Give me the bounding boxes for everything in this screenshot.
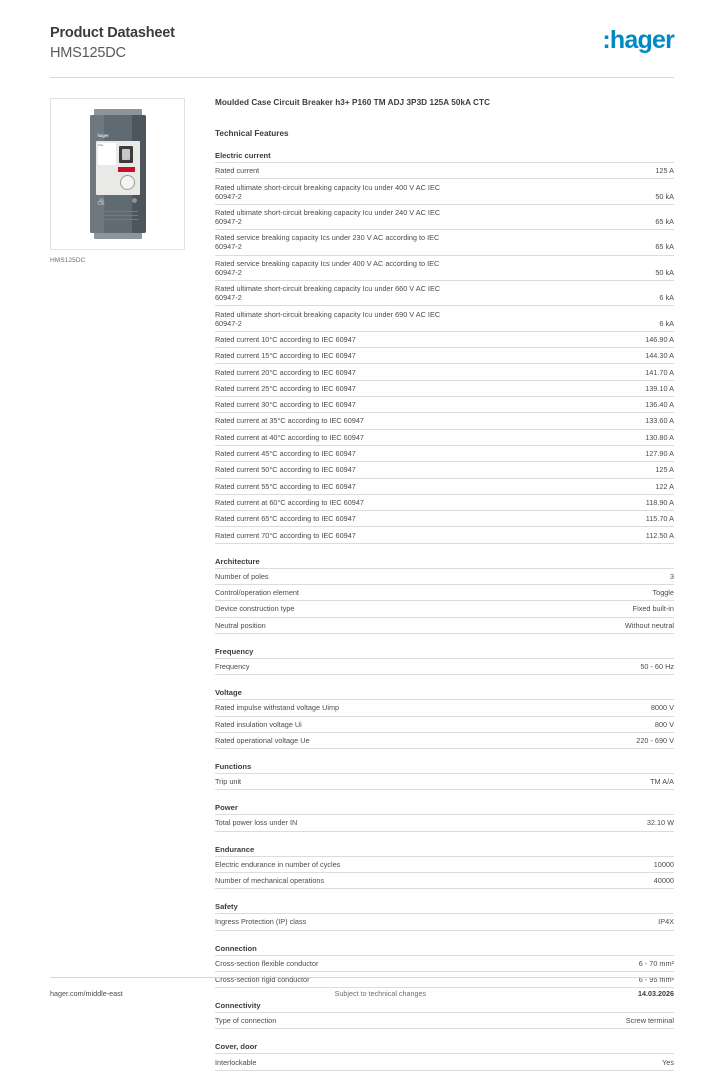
- spec-table: [215, 699, 674, 749]
- table-row: [215, 774, 674, 790]
- spec-label: Type of connection: [215, 1016, 277, 1026]
- spec-label: Total power loss under IN: [215, 818, 298, 828]
- spec-group-title: Connection: [215, 943, 257, 953]
- spec-label: Rated insulation voltage Ui: [215, 719, 302, 729]
- table-row: [215, 955, 674, 971]
- spec-label: Electric endurance in number of cycles: [215, 859, 341, 869]
- table-row: [215, 445, 674, 461]
- spec-value: 3: [669, 571, 674, 581]
- spec-label: Cross-section rigid conductor: [215, 974, 310, 984]
- spec-group-title: Cover, door: [215, 1042, 258, 1052]
- spec-value: 133.60 A: [645, 416, 674, 426]
- breaker-front-panel: [96, 141, 140, 195]
- spec-value: 136.40 A: [645, 400, 674, 410]
- table-row: [215, 462, 674, 478]
- spec-value: 139.10 A: [645, 383, 674, 393]
- breaker-rating-label: h3+: [98, 143, 116, 165]
- spec-table: [215, 856, 674, 890]
- breaker-toggle: [119, 146, 133, 163]
- footer-divider: [50, 977, 674, 978]
- table-row: [215, 204, 674, 229]
- breaker-adjust-dial: [120, 175, 135, 190]
- spec-label: Device construction type: [215, 604, 295, 614]
- spec-value: 40000: [653, 876, 674, 886]
- spec-label: Cross-section flexible conductor: [215, 958, 319, 968]
- spec-label: Rated current 65°C according to IEC 60947: [215, 514, 356, 524]
- spec-value: 146.90 A: [645, 334, 674, 344]
- spec-value: 6 kA: [659, 318, 674, 328]
- spec-label: Rated current at 40°C according to IEC 60947: [215, 432, 364, 442]
- spec-value: 50 kA: [655, 191, 674, 201]
- spec-value: 50 - 60 Hz: [640, 662, 674, 671]
- spec-value: 6 - 70 mm²: [638, 958, 674, 968]
- spec-value: 112.50 A: [645, 530, 674, 540]
- spec-value: 800 V: [654, 719, 674, 729]
- footer-website[interactable]: hager.com/middle-east: [50, 989, 123, 998]
- technical-features-heading: Technical Features: [215, 129, 289, 139]
- spec-label: Control/operation element: [215, 588, 299, 598]
- spec-value: 6 - 95 mm²: [638, 974, 674, 984]
- breaker-vent-line: [98, 211, 138, 212]
- table-row: [215, 511, 674, 527]
- spec-group-title: Electric current: [215, 151, 271, 161]
- spec-label: Rated current 15°C according to IEC 60947: [215, 351, 356, 361]
- spec-group-title: Endurance: [215, 844, 255, 854]
- table-row: [215, 380, 674, 396]
- spec-group-title: Safety: [215, 902, 238, 912]
- table-row: [215, 971, 674, 987]
- table-row: [215, 255, 674, 280]
- product-image: [50, 98, 185, 250]
- product-name: Moulded Case Circuit Breaker h3+ P160 TM ADJ 3P3D 125A 50kA CTC: [215, 98, 491, 108]
- spec-table: [215, 814, 674, 831]
- table-row: [215, 658, 674, 674]
- ce-mark-icon: CE: [97, 201, 106, 208]
- table-row: [215, 429, 674, 445]
- spec-value: 115.70 A: [645, 514, 674, 524]
- spec-label: Rated current at 60°C according to IEC 60947: [215, 497, 364, 507]
- spec-label: Rated operational voltage Ue: [215, 735, 310, 745]
- table-row: [215, 230, 674, 255]
- spec-group-title: Power: [215, 803, 238, 813]
- spec-label: Frequency: [215, 662, 250, 671]
- breaker-brand-mark: hager: [97, 133, 109, 139]
- table-row: [215, 281, 674, 306]
- spec-groups: [215, 151, 674, 1071]
- header-divider: [50, 77, 674, 78]
- spec-table: [215, 1053, 674, 1070]
- spec-value: Without neutral: [624, 620, 674, 630]
- breaker-screw-right: [132, 198, 137, 203]
- spec-label: Rated current: [215, 166, 260, 176]
- spec-value: 130.80 A: [645, 432, 674, 442]
- table-row: [215, 331, 674, 347]
- table-row: [215, 413, 674, 429]
- table-row: [215, 364, 674, 380]
- spec-table: [215, 568, 674, 634]
- page-title: Product Datasheet: [50, 25, 175, 41]
- breaker-trip-indicator: [118, 167, 135, 172]
- spec-label: Rated current 45°C according to IEC 60947: [215, 449, 356, 459]
- spec-table: [215, 658, 674, 675]
- spec-group-title: Frequency: [215, 646, 254, 656]
- page-footer: [50, 989, 674, 998]
- spec-label: Ingress Protection (IP) class: [215, 917, 307, 927]
- spec-value: 220 - 690 V: [636, 735, 674, 745]
- circuit-breaker-illustration: [82, 115, 154, 233]
- spec-label: Rated current 70°C according to IEC 60947: [215, 530, 356, 540]
- spec-label: Rated ultimate short-circuit breaking capacity Icu under 400 V AC IEC 60947-2: [215, 182, 441, 201]
- product-image-caption: HMS125DC: [50, 257, 86, 265]
- footer-notice: Subject to technical changes: [334, 989, 427, 998]
- spec-table: [215, 955, 674, 989]
- spec-label: Rated impulse withstand voltage Uimp: [215, 703, 340, 713]
- spec-value: 65 kA: [655, 217, 674, 227]
- spec-label: Rated ultimate short-circuit breaking capacity Icu under 240 V AC IEC 60947-2: [215, 207, 441, 227]
- spec-group-title: Functions: [215, 762, 252, 772]
- page-header: [50, 0, 674, 63]
- table-row: [215, 568, 674, 584]
- spec-label: Rated current 55°C according to IEC 60947: [215, 481, 356, 491]
- spec-value: 32.10 W: [646, 818, 674, 828]
- spec-label: Rated current 30°C according to IEC 60947: [215, 400, 356, 410]
- table-row: [215, 348, 674, 364]
- spec-value: 118.90 A: [645, 497, 674, 507]
- spec-value: Yes: [662, 1057, 674, 1067]
- spec-value: 144.30 A: [645, 351, 674, 361]
- spec-group-title: Architecture: [215, 556, 260, 566]
- breaker-vent-line: [98, 219, 138, 220]
- table-row: [215, 914, 674, 930]
- spec-value: 10000: [653, 859, 674, 869]
- table-row: [215, 617, 674, 633]
- breaker-vent-line: [98, 215, 138, 216]
- table-row: [215, 700, 674, 716]
- page-body: [50, 98, 674, 1071]
- spec-value: 125 A: [655, 465, 674, 475]
- breaker-vent-lines: [98, 211, 138, 223]
- spec-value: 65 kA: [655, 242, 674, 252]
- table-row: [215, 732, 674, 748]
- footer-date: 14.03.2026: [638, 989, 674, 998]
- spec-label: Rated current 50°C according to IEC 60947: [215, 465, 356, 475]
- product-image-column: [50, 98, 185, 1071]
- spec-value: 127.90 A: [645, 449, 674, 459]
- table-row: [215, 716, 674, 732]
- spec-label: Rated current 25°C according to IEC 60947: [215, 383, 356, 393]
- spec-value: 50 kA: [655, 267, 674, 277]
- table-row: [215, 585, 674, 601]
- spec-value: 6 kA: [659, 293, 674, 303]
- breaker-toggle-handle: [122, 149, 130, 160]
- spec-label: Interlockable: [215, 1057, 257, 1067]
- table-row: [215, 1013, 674, 1029]
- table-row: [215, 478, 674, 494]
- spec-label: Rated current at 35°C according to IEC 60947: [215, 416, 364, 426]
- spec-label: Number of poles: [215, 571, 269, 581]
- spec-value: Toggle: [652, 588, 674, 598]
- spec-label: Rated ultimate short-circuit breaking capacity Icu under 690 V AC IEC 60947-2: [215, 309, 441, 328]
- hager-logo: :hager: [602, 26, 674, 54]
- spec-value: IP4X: [658, 917, 674, 927]
- spec-label: Rated ultimate short-circuit breaking capacity Icu under 660 V AC IEC 60947-2: [215, 284, 441, 303]
- table-row: [215, 306, 674, 331]
- spec-value: 8000 V: [650, 703, 674, 713]
- spec-value: Screw terminal: [625, 1016, 674, 1026]
- table-row: [215, 179, 674, 204]
- table-row: [215, 494, 674, 510]
- spec-label: Number of mechanical operations: [215, 876, 325, 886]
- spec-label: Rated current 10°C according to IEC 60947: [215, 334, 356, 344]
- spec-label: Neutral position: [215, 620, 266, 630]
- table-row: [215, 397, 674, 413]
- specs-column: [185, 98, 674, 1071]
- table-row: [215, 601, 674, 617]
- spec-label: Rated service breaking capacity Ics under 230 V AC according to IEC 60947-2: [215, 233, 440, 252]
- table-row: [215, 163, 674, 179]
- spec-table: [215, 913, 674, 930]
- spec-label: Rated current 20°C according to IEC 60947: [215, 367, 356, 377]
- table-row: [215, 872, 674, 888]
- table-row: [215, 856, 674, 872]
- spec-group-title: Connectivity: [215, 1001, 261, 1011]
- header-titles: [50, 24, 175, 63]
- table-row: [215, 815, 674, 831]
- table-row: [215, 1054, 674, 1070]
- spec-table: [215, 1012, 674, 1029]
- product-reference: HMS125DC: [50, 44, 126, 61]
- spec-value: TM A/A: [650, 777, 674, 787]
- spec-value: 122 A: [655, 481, 674, 491]
- spec-value: Fixed built-in: [632, 604, 674, 614]
- spec-table: [215, 162, 674, 544]
- spec-value: 125 A: [655, 166, 674, 176]
- spec-value: 141.70 A: [645, 367, 674, 377]
- spec-group-title: Voltage: [215, 688, 242, 698]
- spec-label: Trip unit: [215, 777, 242, 787]
- spec-table: [215, 773, 674, 790]
- spec-label: Rated service breaking capacity Ics under 400 V AC according to IEC 60947-2: [215, 258, 440, 277]
- table-row: [215, 527, 674, 543]
